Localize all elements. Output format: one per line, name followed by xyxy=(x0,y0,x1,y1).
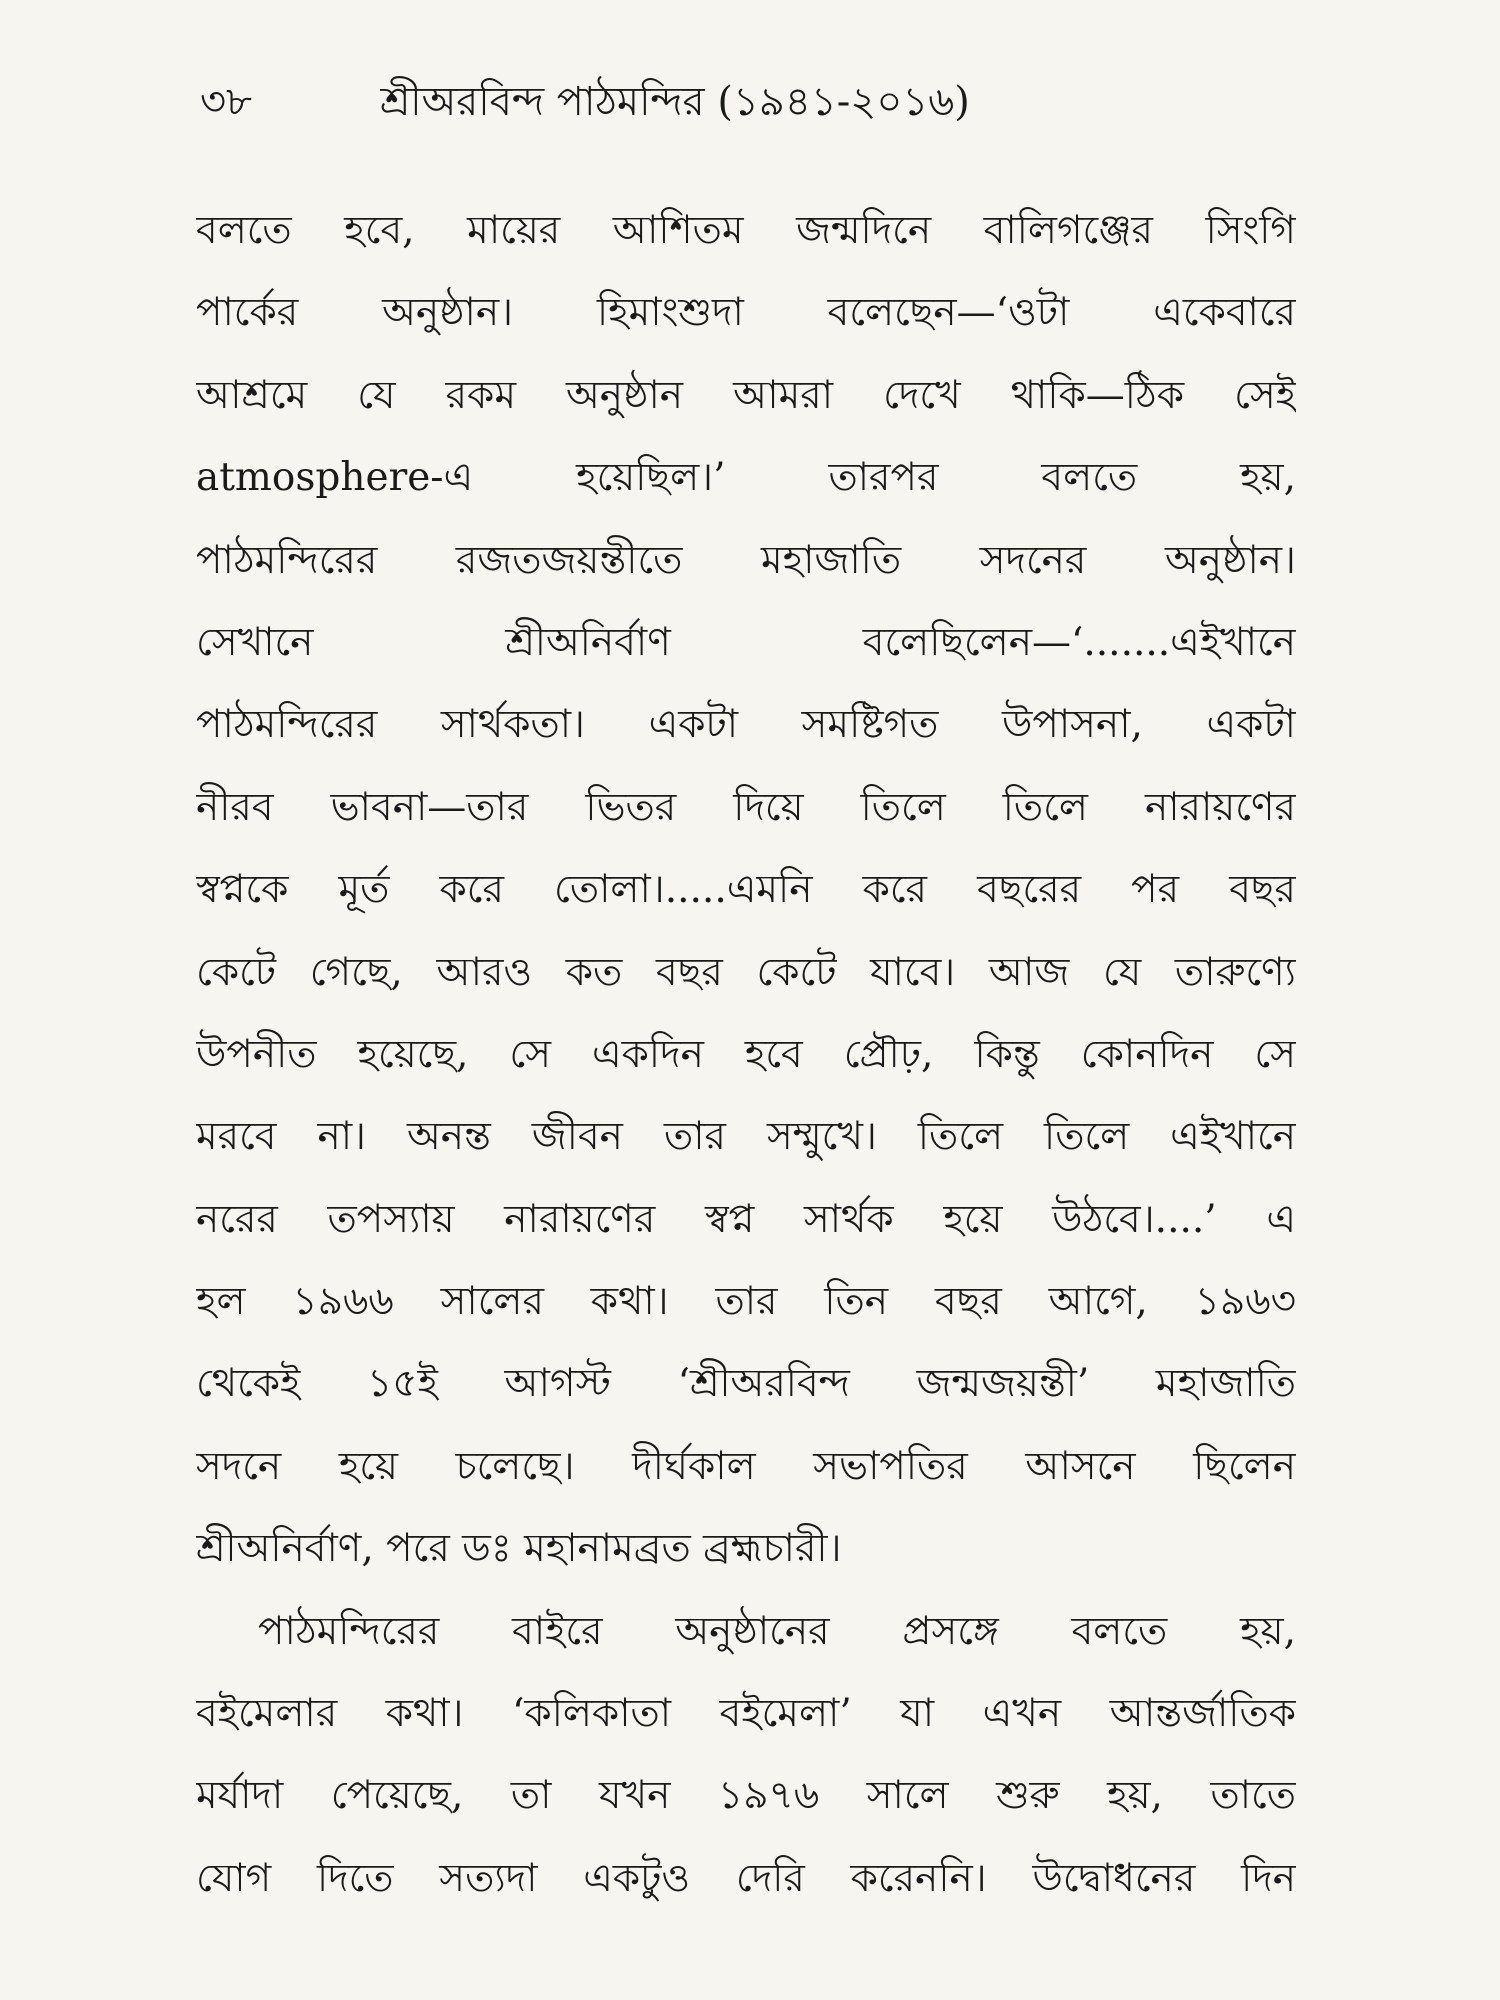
text-line-5: পাঠমন্দিরের রজতজয়ন্তীতে মহাজাতি সদনের অনুষ্ঠান। xyxy=(196,537,1296,583)
text-line-21: যোগ দিতে সত্যদা একটুও দেরি করেননি। উদ্বোধনের দিন xyxy=(196,1855,1296,1901)
text-line-12: মরবে না। অনন্ত জীবন তার সম্মুখে। তিলে তিলে এইখানে xyxy=(196,1114,1296,1160)
text-line-10: কেটে গেছে, আরও কত বছর কেটে যাবে। আজ যে তারুণ্যে xyxy=(196,949,1296,995)
page-number: ৩৮ xyxy=(200,79,252,125)
text-line-9: স্বপ্নকে মূর্ত করে তোলা।.....এমনি করে বছরের পর বছর xyxy=(196,867,1296,913)
text-line-1: বলতে হবে, মায়ের আশিতম জন্মদিনে বালিগঞ্জের সিংগি xyxy=(196,208,1296,253)
text-line-11: উপনীত হয়েছে, সে একদিন হবে প্রৌঢ়, কিন্তু কোনদিন সে xyxy=(196,1031,1296,1077)
running-head xyxy=(200,72,1290,132)
body-text xyxy=(196,190,1296,1970)
text-line-19: বইমেলার কথা। ‘কলিকাতা বইমেলা’ যা এখন আন্তর্জাতিক xyxy=(196,1691,1296,1737)
text-line-6: সেখানে শ্রীঅনির্বাণ বলেছিলেন—‘.......এইখানে xyxy=(196,619,1296,665)
text-line-17: শ্রীঅনির্বাণ, পরে ডঃ মহানামব্রত ব্রহ্মচারী। xyxy=(196,1526,842,1572)
text-line-8: নীরব ভাবনা—তার ভিতর দিয়ে তিলে তিলে নারায়ণের xyxy=(196,784,1296,830)
text-line-16: সদনে হয়ে চলেছে। দীর্ঘকাল সভাপতির আসনে ছিলেন xyxy=(196,1443,1296,1489)
text-line-7: পাঠমন্দিরের সার্থকতা। একটা সমষ্টিগত উপাসনা, একটা xyxy=(196,702,1296,748)
text-line-15: থেকেই ১৫ই আগস্ট ‘শ্রীঅরবিন্দ জন্মজয়ন্তী’ মহাজাতি xyxy=(196,1361,1296,1407)
text-line-4: atmosphere-এ হয়েছিল।’ তারপর বলতে হয়, xyxy=(196,455,1296,501)
text-line-3: আশ্রমে যে রকম অনুষ্ঠান আমরা দেখে থাকি—ঠিক সেই xyxy=(196,372,1296,418)
text-line-2: পার্কের অনুষ্ঠান। হিমাংশুদা বলেছেন—‘ওটা একেবারে xyxy=(196,290,1296,336)
text-line-14: হল ১৯৬৬ সালের কথা। তার তিন বছর আগে, ১৯৬৩ xyxy=(196,1279,1296,1325)
text-line-20: মর্যাদা পেয়েছে, তা যখন ১৯৭৬ সালে শুরু হয়, তাতে xyxy=(196,1773,1296,1819)
text-line-13: নরের তপস্যায় নারায়ণের স্বপ্ন সার্থক হয়ে উঠবে।....’ এ xyxy=(196,1196,1296,1242)
text-line-18: পাঠমন্দিরের বাইরে অনুষ্ঠানের প্রসঙ্গে বলতে হয়, xyxy=(258,1608,1296,1654)
running-title: শ্রীঅরবিন্দ পাঠমন্দির (১৯৪১-২০১৬) xyxy=(380,79,970,125)
